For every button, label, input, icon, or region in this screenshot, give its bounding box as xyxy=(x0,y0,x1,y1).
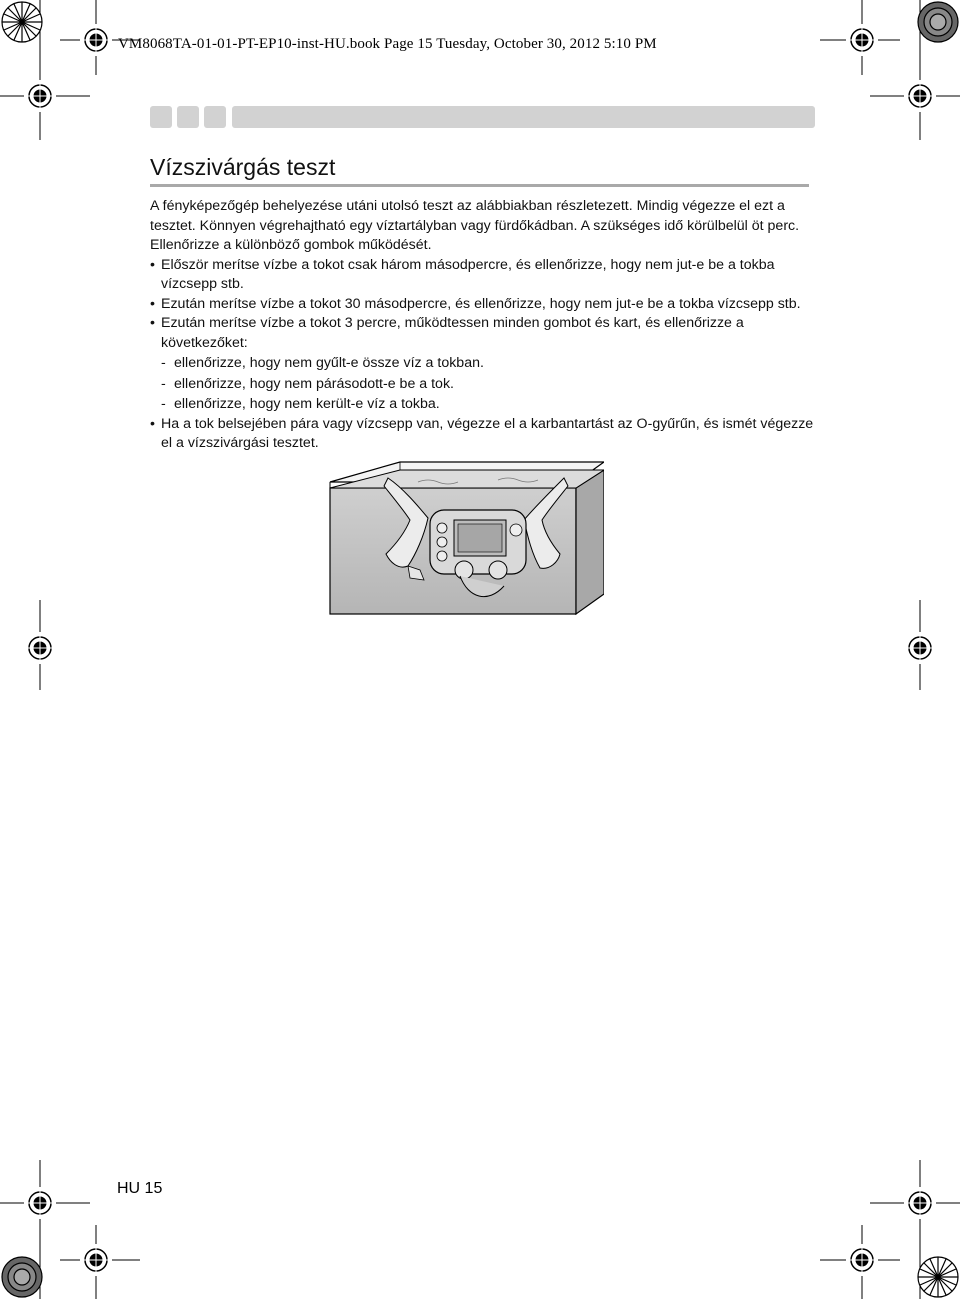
dash-icon: - xyxy=(161,396,166,412)
page-title: Vízszivárgás teszt xyxy=(150,154,336,180)
header-tab-1 xyxy=(150,106,172,128)
page-number: HU 15 xyxy=(117,1180,163,1197)
dash-icon: - xyxy=(161,355,166,371)
check-item xyxy=(161,375,815,395)
bullet-icon: • xyxy=(150,315,155,331)
check-item-text: ellenőrizze, hogy nem gyűlt-e össze víz a tokban. xyxy=(174,355,484,371)
bullet-icon: • xyxy=(150,295,155,312)
list-item-text: Ezután merítse vízbe a tokot 30 másodpercre, és ellenőrizze, hogy nem jut-e be a tokba vízcsepp stb. xyxy=(161,295,801,312)
header-tab-2 xyxy=(177,106,199,128)
list-item-text: Ha a tok belsejében pára vagy vízcsepp van, végezze el a karbantartást az O-gyűrűn, és ismét végezze el a vízszivárgási tesztet. xyxy=(161,415,814,451)
dash-icon: - xyxy=(161,375,166,392)
list-item xyxy=(150,314,815,415)
water-tank-icon xyxy=(328,458,604,616)
title-divider xyxy=(150,184,809,187)
check-item xyxy=(161,395,815,415)
bullet-icon: • xyxy=(150,256,155,273)
header-bar xyxy=(150,106,815,128)
list-item xyxy=(150,295,815,315)
check-item-text: ellenőrizze, hogy nem került-e víz a tokba. xyxy=(174,396,440,412)
intro-paragraph: A fényképezőgép behelyezése utáni utolsó teszt az alábbiakban részletezett. Mindig végezze el ezt a tesztet. Könnyen végrehajtható egy víztartályban vagy fürdőkádban. A szükséges idő körülbelül öt perc. Ellenőrizze a különböző gombok működését. xyxy=(150,198,800,253)
list-item xyxy=(150,256,815,295)
book-info-header: VM8068TA-01-01-PT-EP10-inst-HU.book Page 15 Tuesday, October 30, 2012 5:10 PM xyxy=(118,36,657,52)
list-item xyxy=(150,415,815,454)
check-item xyxy=(161,354,815,374)
list-item-text: Először merítse vízbe a tokot csak három másodpercre, és ellenőrizze, hogy nem jut-e be a tokba vízcsepp stb. xyxy=(161,256,775,292)
header-tab-3 xyxy=(204,106,226,128)
check-item-text: ellenőrizze, hogy nem párásodott-e be a tok. xyxy=(174,375,454,392)
header-band xyxy=(232,106,815,128)
list-item-text: Ezután merítse vízbe a tokot 3 percre, működtessen minden gombot és kart, és ellenőrizze a következőket: xyxy=(161,315,744,351)
bullet-icon: • xyxy=(150,415,155,432)
water-tank-illustration xyxy=(328,458,604,621)
section-body xyxy=(150,197,815,454)
